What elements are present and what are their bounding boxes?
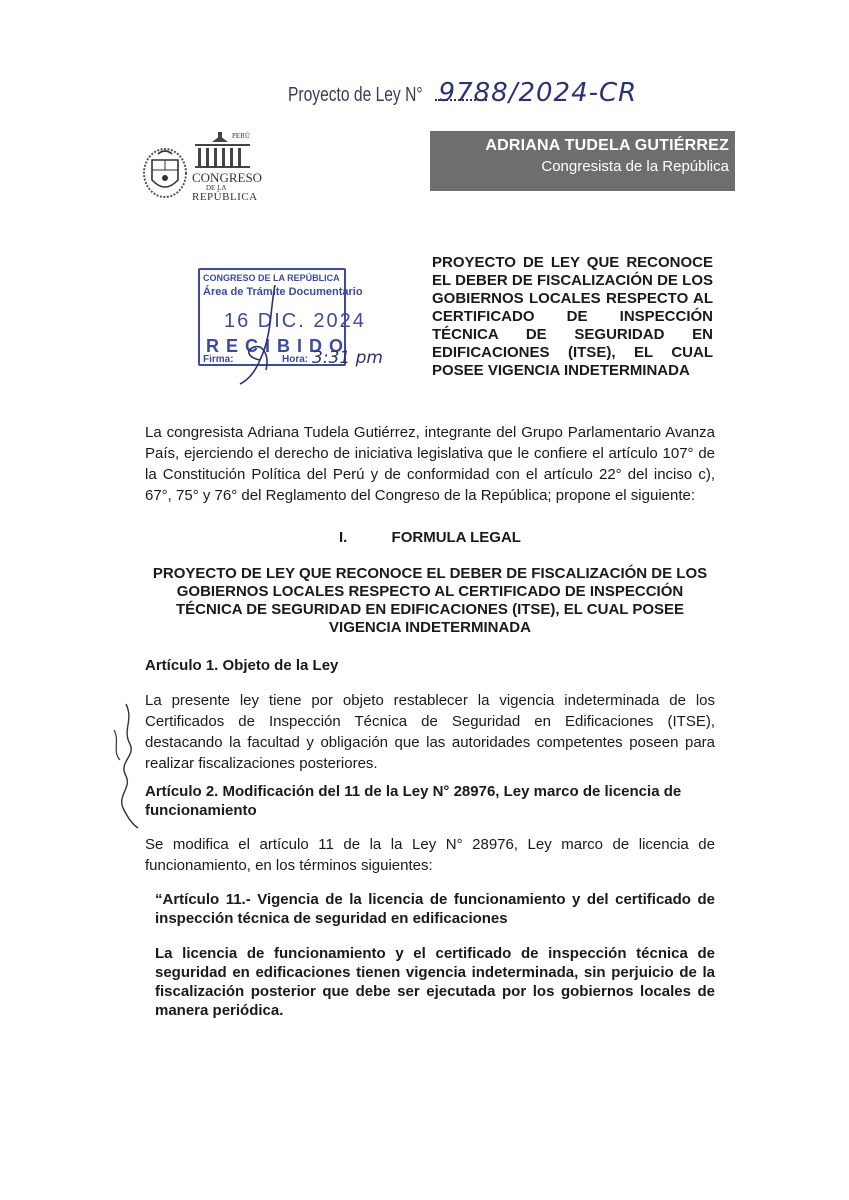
stamp-status: RECIBIDO xyxy=(206,336,351,356)
congresista-name: ADRIANA TUDELA GUTIÉRREZ xyxy=(485,137,729,154)
article-1-body: La presente ley tiene por objeto restablecer la vigencia indeterminada de los Certificados de Inspección Técnica de Seguridad en Edificaciones (ITSE), destacando la facultad y obligación que las autoridades competentes poseen para realizar fiscalizaciones posteriores. xyxy=(145,692,715,772)
logo-peru-label: PERÚ xyxy=(232,132,250,140)
congresista-banner xyxy=(430,131,735,191)
article-1-heading: Artículo 1. Objeto de la Ley xyxy=(145,657,339,674)
law-subtitle: PROYECTO DE LEY QUE RECONOCE EL DEBER DE FISCALIZACIÓN DE LOS GOBIERNOS LOCALES RESPECTO AL CERTIFICADO DE INSPECCIÓN TÉCNICA DE SEGURIDAD EN EDIFICACIONES (ITSE), EL CUAL POSEE VIGENCIA INDETERMINADA xyxy=(152,565,708,636)
margin-signature-icon xyxy=(104,700,144,830)
quoted-article-body: La licencia de funcionamiento y el certificado de inspección técnica de seguridad en edificaciones tienen vigencia indeterminada, sin perjuicio de la fiscalización posterior que debe ser ejecutada por los gobiernos locales de manera periódica. xyxy=(155,945,715,1019)
logo-word-dela: DE LA xyxy=(206,184,227,192)
stamp-institution: CONGRESO DE LA REPÚBLICA xyxy=(203,273,340,283)
stamp-department: Área de Trámite Documentario xyxy=(203,286,363,298)
stamp-hora-label: Hora: xyxy=(282,354,309,365)
congresista-role: Congresista de la República xyxy=(541,158,729,175)
document-title: PROYECTO DE LEY QUE RECONOCE EL DEBER DE FISCALIZACIÓN DE LOS GOBIERNOS LOCALES RESPECTO AL CERTIFICADO DE INSPECCIÓN TÉCNICA DE SEGURIDAD EN EDIFICACIONES (ITSE), EL CUAL POSEE VIGENCIA INDETERMINADA xyxy=(432,254,713,379)
article-2-body: Se modifica el artículo 11 de la la Ley N° 28976, Ley marco de licencia de funcionamiento, en los términos siguientes: xyxy=(145,836,715,874)
project-number-handwritten: 9788/2024-CR xyxy=(438,78,638,108)
section-title: FORMULA LEGAL xyxy=(391,529,521,546)
congreso-logo xyxy=(140,128,263,208)
stamp-date: 16 DIC. 2024 xyxy=(224,310,366,332)
stamp-hora-value: 3:31 pm xyxy=(312,348,383,368)
quoted-article-title: “Artículo 11.- Vigencia de la licencia de funcionamiento y del certificado de inspección técnica de seguridad en edificaciones xyxy=(155,891,715,927)
section-heading xyxy=(145,529,715,546)
stamp-firma-label: Firma: xyxy=(203,354,234,365)
stamp-signature-icon xyxy=(200,280,340,390)
intro-paragraph: La congresista Adriana Tudela Gutiérrez, integrante del Grupo Parlamentario Avanza País, ejerciendo el derecho de iniciativa legislativa que le confiere el artículo 107° de la Constitución Política del Perú y de conformidad con el artículo 22° del inciso c), 67°, 75° y 76° del Reglamento del Congreso de la República; propone el siguiente: xyxy=(145,424,715,504)
article-2-heading: Artículo 2. Modificación del 11 de la Ley N° 28976, Ley marco de licencia de funcionamiento xyxy=(145,783,682,819)
project-number-label: Proyecto de Ley N° xyxy=(288,84,423,106)
project-number-line xyxy=(288,78,637,108)
section-number: I. xyxy=(339,529,348,546)
logo-word-congreso: CONGRESO xyxy=(192,170,263,185)
logo-word-republica: REPÚBLICA xyxy=(192,191,258,203)
